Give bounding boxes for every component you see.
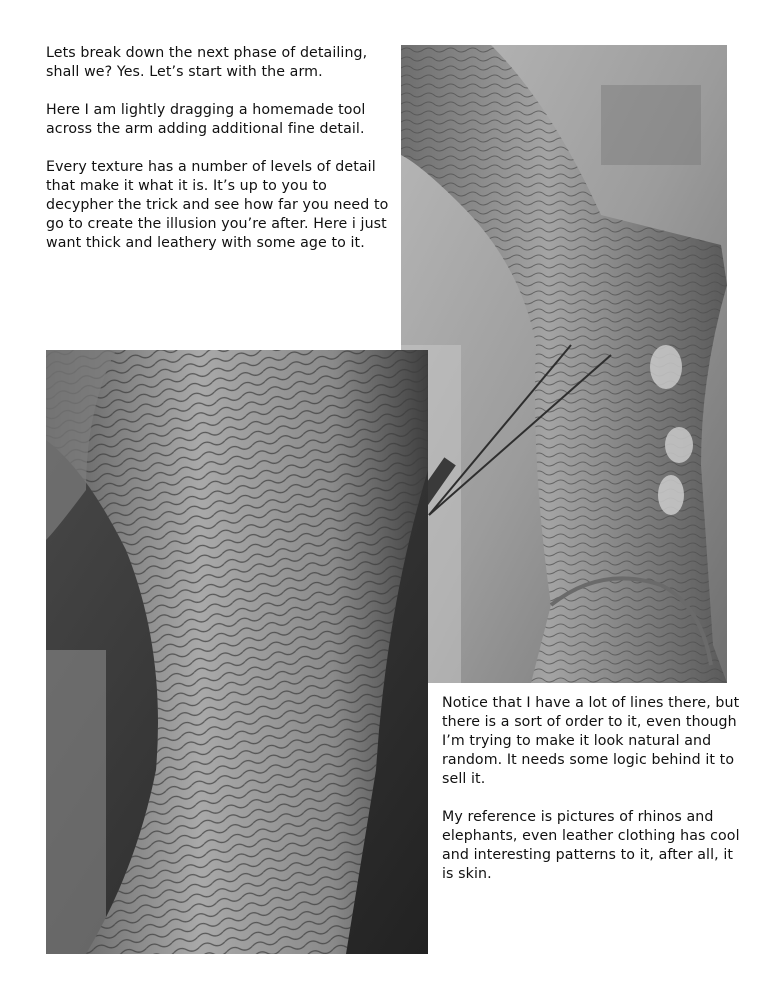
notes-paragraph: My reference is pictures of rhinos and elephants, even leather clothing has cool and interesting patterns to it, after all, it is skin.	[442, 809, 740, 882]
intro-text	[46, 44, 398, 253]
intro-paragraph: Here I am lightly dragging a homemade tool across the arm adding additional fine detail.	[46, 102, 366, 137]
wrinkled-skin-closeup-photo	[46, 350, 428, 954]
sculpted-arm-tool-photo	[401, 45, 727, 683]
intro-paragraph: Every texture has a number of levels of detail that make it what it is. It’s up to you to decypher the trick and see how far you need to go to create the illusion you’re after. Here i just want thick and leathery with some age to it.	[46, 159, 389, 251]
intro-paragraph: Lets break down the next phase of detailing, shall we? Yes. Let’s start with the arm.	[46, 45, 368, 80]
close-up-wrinkled-skin-photo	[46, 350, 428, 954]
sculpted-arm-with-wire-tool-photo	[401, 45, 727, 683]
notes-paragraph: Notice that I have a lot of lines there, but there is a sort of order to it, even though I’m trying to make it look natural and random. It needs some logic behind it to sell it.	[442, 695, 740, 787]
notes-text	[442, 694, 742, 884]
